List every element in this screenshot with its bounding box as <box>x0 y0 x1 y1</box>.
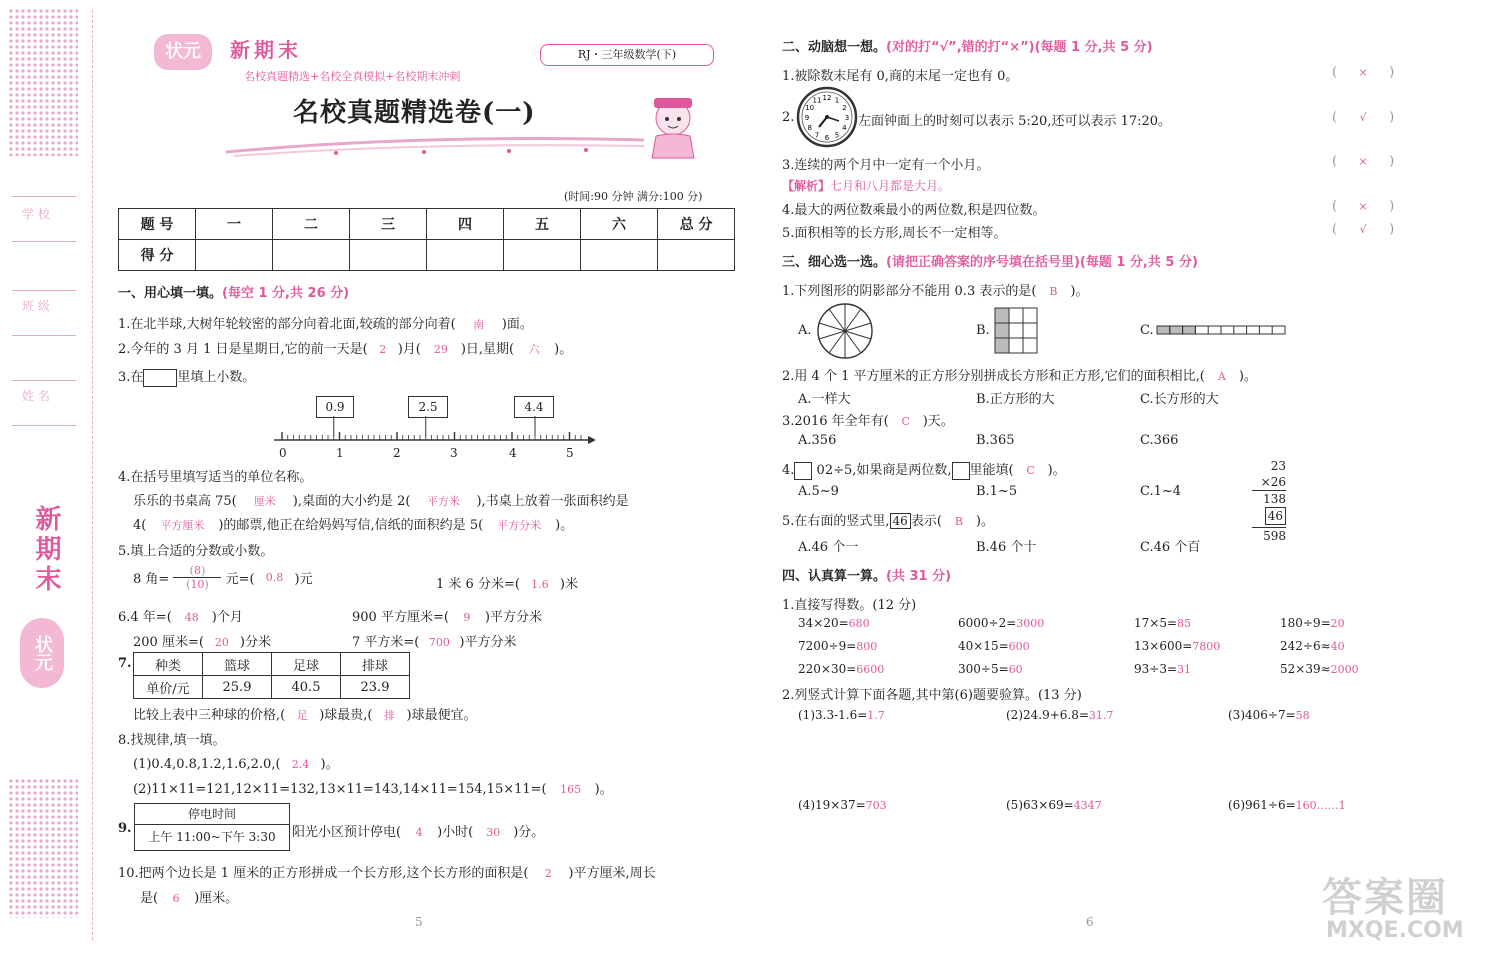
q2-answer-day[interactable]: 29 <box>433 343 448 356</box>
choice-3-answer[interactable]: C <box>901 415 910 428</box>
choice-3-option-b[interactable]: B.365 <box>976 433 1015 448</box>
q6-answer-3[interactable]: 20 <box>214 636 229 649</box>
score-table: 题 号 一 二 三 四 五 六 总 分 得 分 <box>118 208 735 271</box>
score-cell[interactable] <box>581 240 658 271</box>
score-cell[interactable] <box>350 240 427 271</box>
bar-shaded-part <box>1157 326 1170 334</box>
header-logo: 状元 <box>154 34 212 70</box>
clock-icon <box>796 86 858 148</box>
q8: 8.找规律,填一填。 <box>118 733 226 748</box>
q8-2: (2)11×11=121,12×11=132,13×11=143,14×11=154,15×11=( 165 )。 <box>133 782 613 797</box>
q5: 5.填上合适的分数或小数。 <box>118 544 274 559</box>
outage-box: 停电时间 上午 11:00~下午 3:30 <box>134 803 290 851</box>
q4-answer-2[interactable]: 平方米 <box>426 495 460 508</box>
q1-answer[interactable]: 南 <box>473 318 485 331</box>
numline-tick-1: 1 <box>336 446 344 460</box>
bar-shaded-part <box>1170 326 1183 334</box>
q4-answer-3[interactable]: 平方厘米 <box>160 519 205 532</box>
q6-answer-1[interactable]: 48 <box>184 611 199 624</box>
choice-3-option-a[interactable]: A.356 <box>798 433 837 448</box>
mascot-image <box>640 92 706 162</box>
direct-item: 40×15=600 <box>958 639 1030 653</box>
q6-answer-4[interactable]: 700 <box>428 636 450 649</box>
q5-denominator[interactable]: 10 <box>190 578 205 591</box>
sidebar-vertical-title: 新期末 <box>31 505 61 595</box>
clock-number: 1 <box>834 96 840 105</box>
q9-number: 9. <box>118 821 132 836</box>
q5-line: 8 角= $\frac{(8)}{(10)}$ 元=( 0.8 )元 <box>133 564 313 591</box>
q5-numerator[interactable]: 8 <box>193 564 201 577</box>
choice-5: 5.在右面的竖式里, 46 表示( B )。 <box>782 514 994 529</box>
score-cell[interactable] <box>504 240 581 271</box>
judge-3: 3.连续的两个月中一定有一个小月。 ( × ) <box>782 154 1395 173</box>
numline-tick-5: 5 <box>566 446 574 460</box>
digit-box-icon <box>952 462 970 480</box>
choice-5-option-a[interactable]: A.46 个一 <box>798 540 859 555</box>
judge-1: 1.被除数末尾有 0,商的末尾一定也有 0。 ( × ) <box>782 65 1395 84</box>
q2: 2.今年的 3 月 1 日是星期日,它的前一天是( 2 )月( 29 )日,星期( 六 )。 <box>118 342 573 357</box>
direct-item: 180÷9=20 <box>1280 616 1345 630</box>
direct-item: 220×30=6600 <box>798 662 885 676</box>
header-slogan: 名校真题精选+名校全真模拟+名校期末冲刺 <box>244 70 461 83</box>
calc-item: (4)19×37=703 <box>798 798 887 812</box>
clock-number: 9 <box>804 114 810 122</box>
clock-number: 11 <box>812 96 822 105</box>
numline-tick-0: 0 <box>279 446 287 460</box>
clock-number: 4 <box>842 124 847 132</box>
q2-answer-week[interactable]: 六 <box>528 343 540 356</box>
choice-3: 3.2016 年全年有( C )天。 <box>782 414 954 429</box>
dot-pattern-top <box>8 8 78 156</box>
choice-1: 1.下列图形的阴影部分不能用 0.3 表示的是( B )。 <box>782 284 1089 299</box>
choice-4: 4. 02÷5,如果商是两位数, 里能填( C )。 <box>782 463 1066 478</box>
choice-1-answer[interactable]: B <box>1049 285 1058 298</box>
number-line <box>270 416 600 446</box>
numline-tick-4: 4 <box>509 446 517 460</box>
circle-fraction-icon <box>816 302 874 360</box>
q7-question: 比较上表中三种球的价格,( 足 )球最贵,( 排 )球最便宜。 <box>133 708 477 723</box>
judge-5: 5.面积相等的长方形,周长不一定相等。 ( √ ) <box>782 222 1395 241</box>
section-1-heading: 一、用心填一填。(每空 1 分,共 26 分) <box>118 286 350 301</box>
judge-2-number: 2. <box>782 110 795 125</box>
section-3-heading: 三、细心选一选。(请把正确答案的序号填在括号里)(每题 1 分,共 5 分) <box>782 255 1198 270</box>
time-info: (时间:90 分钟 满分:100 分) <box>564 190 703 203</box>
q1: 1.在北半球,大树年轮较密的部分向着北面,较疏的部分向着( 南 )面。 <box>118 317 533 332</box>
vertical-multiplication: 23 ×26 138 46 598 <box>1252 458 1286 544</box>
direct-item: 13×600=7800 <box>1134 639 1221 653</box>
sidebar-logo: 状元 <box>20 618 64 688</box>
score-cell[interactable] <box>427 240 504 271</box>
judge-2: 左面钟面上的时刻可以表示 5:20,还可以表示 17:20。 ( √ ) <box>858 110 1395 129</box>
direct-item: 242÷6≈40 <box>1280 639 1345 653</box>
calc-item: (6)961÷6=160……1 <box>1228 798 1346 812</box>
section-2-heading: 二、动脑想一想。(对的打“√”,错的打“×”)(每题 1 分,共 5 分) <box>782 40 1153 55</box>
choice-5-option-c[interactable]: C.46 个百 <box>1140 540 1201 555</box>
q7-answer-1[interactable]: 足 <box>296 709 308 722</box>
numline-box-1[interactable]: 0.9 <box>316 396 354 418</box>
direct-item: 93÷3=31 <box>1134 662 1192 676</box>
direct-calc-heading: 1.直接写得数。(12 分) <box>782 598 917 613</box>
judge-1-answer[interactable]: × <box>1358 66 1368 79</box>
choice-2: 2.用 4 个 1 平方厘米的正方形分别拼成长方形和正方形,它们的面积相比,( A )。 <box>782 369 1257 384</box>
bar-fraction-icon <box>1156 324 1288 336</box>
clock-number: 12 <box>822 94 832 102</box>
choice-1-option-c[interactable]: C. <box>1140 323 1154 338</box>
q9-question: 阳光小区预计停电( 4 )小时( 30 )分。 <box>292 825 545 840</box>
class-field[interactable]: 班 级 <box>12 290 76 336</box>
q9-answer-hours[interactable]: 4 <box>415 826 423 839</box>
calc-item: (2)24.9+6.8=31.7 <box>1006 708 1114 722</box>
q10-line1: 10.把两个边长是 1 厘米的正方形拼成一个长方形,这个长方形的面积是( 2 )平方厘米,周长 <box>118 866 656 881</box>
q6-line2: 200 厘米=( 20 )分米 <box>133 635 271 650</box>
direct-item: 34×20=680 <box>798 616 870 630</box>
q10-line2: 是( 6 )厘米。 <box>140 891 239 906</box>
calc-item: (3)406÷7=58 <box>1228 708 1310 722</box>
grade-tag: RJ・三年级数学(下) <box>540 44 714 66</box>
clock-number: 8 <box>807 124 812 132</box>
direct-item: 52×39≈2000 <box>1280 662 1359 676</box>
choice-1-option-b[interactable]: B. <box>976 323 990 338</box>
clock-number: 7 <box>814 131 820 140</box>
calc-item: (1)3.3-1.6=1.7 <box>798 708 885 722</box>
q8-1: (1)0.4,0.8,1.2,1.6,2.0,( 2.4 )。 <box>133 757 339 772</box>
calc-item: (5)63×69=4347 <box>1006 798 1102 812</box>
choice-2-option-b[interactable]: B.正方形的大 <box>976 392 1055 407</box>
clock-number: 5 <box>834 131 840 140</box>
q4-answer-1[interactable]: 厘米 <box>253 495 276 508</box>
judge-4: 4.最大的两位数乘最小的两位数,积是四位数。 ( × ) <box>782 199 1395 218</box>
q2-answer-month[interactable]: 2 <box>379 343 387 356</box>
q5-line-b: 1 米 6 分米=( 1.6 )米 <box>436 577 578 592</box>
clock-number: 10 <box>805 104 815 112</box>
q4-line2: 4( 平方厘米 )的邮票,他正在给妈妈写信,信纸的面积约是 5( 平方分米 )。 <box>133 518 574 533</box>
q4: 4.在括号里填写适当的单位名称。 <box>118 470 313 485</box>
bar-shaded-part <box>1183 326 1196 334</box>
q6-line1: 6.4 年=( 48 )个月 <box>118 610 243 625</box>
q7-answer-2[interactable]: 排 <box>384 709 395 722</box>
q6-answer-2[interactable]: 9 <box>463 611 471 624</box>
numline-box-2[interactable]: 2.5 <box>408 396 448 418</box>
choice-5-option-b[interactable]: B.46 个十 <box>976 540 1037 555</box>
vertical-calc-heading: 2.列竖式计算下面各题,其中第(6)题要验算。(13 分) <box>782 688 1082 703</box>
score-cell[interactable] <box>273 240 350 271</box>
school-field[interactable]: 学 校 <box>12 196 76 242</box>
clock-number: 6 <box>824 134 830 142</box>
choice-4-option-a[interactable]: A.5~9 <box>798 484 839 499</box>
title-underline <box>224 130 654 160</box>
q4-line1: 乐乐的书桌高 75( 厘米 ),桌面的大小约是 2( 平方米 ),书桌上放着一张面积约是 <box>133 494 629 509</box>
dot-pattern-bottom <box>8 778 78 918</box>
choice-4-answer[interactable]: C <box>1026 464 1035 477</box>
digit-box-icon <box>794 462 812 480</box>
q7-number: 7. <box>118 656 132 671</box>
q8-answer-1[interactable]: 2.4 <box>291 758 310 771</box>
choice-2-option-a[interactable]: A.一样大 <box>798 392 851 407</box>
binding-line <box>92 10 93 940</box>
watermark-logo: 答案圈 <box>1322 875 1448 921</box>
q3: 3.在 里填上小数。 <box>118 370 256 385</box>
q10-answer-perimeter[interactable]: 6 <box>172 892 180 905</box>
score-cell[interactable] <box>658 240 735 271</box>
judge-4-answer[interactable]: × <box>1358 200 1368 213</box>
q5-answer-1[interactable]: 0.8 <box>265 571 284 584</box>
clock-number: 2 <box>842 104 847 112</box>
choice-2-answer[interactable]: A <box>1217 370 1226 383</box>
direct-item: 6000÷2=3000 <box>958 616 1045 630</box>
choice-1-option-a[interactable]: A. <box>798 323 812 338</box>
direct-item: 7200÷9=800 <box>798 639 878 653</box>
page-number-left: 5 <box>415 915 423 929</box>
choice-4-option-b[interactable]: B.1~5 <box>976 484 1018 499</box>
name-field[interactable]: 姓 名 <box>12 380 76 426</box>
clock-number: 3 <box>844 114 850 122</box>
judge-5-answer[interactable]: √ <box>1359 223 1367 236</box>
q6-line1b: 900 平方厘米=( 9 )平方分米 <box>352 610 542 625</box>
numline-box-3[interactable]: 4.4 <box>514 396 554 418</box>
q9-answer-minutes[interactable]: 30 <box>486 826 501 839</box>
page-number-right: 6 <box>1086 915 1094 929</box>
q10-answer-area[interactable]: 2 <box>544 867 552 880</box>
q5-answer-2[interactable]: 1.6 <box>531 578 549 591</box>
choice-5-answer[interactable]: B <box>954 515 963 528</box>
q6-line2b: 7 平方米=( 700 )平方分米 <box>352 635 517 650</box>
choice-4-option-c[interactable]: C.1~4 <box>1140 484 1182 499</box>
judge-3-answer[interactable]: × <box>1358 155 1368 168</box>
score-cell[interactable] <box>196 240 273 271</box>
judge-2-answer[interactable]: √ <box>1359 111 1367 124</box>
section-4-heading: 四、认真算一算。(共 31 分) <box>782 569 952 584</box>
watermark-url: MXQE.COM <box>1326 918 1464 943</box>
grid-fraction-icon <box>994 307 1038 355</box>
numline-tick-2: 2 <box>393 446 401 460</box>
choice-2-option-c[interactable]: C.长方形的大 <box>1140 392 1219 407</box>
price-table: 种类 篮球 足球 排球 单价/元 25.9 40.5 23.9 <box>133 652 410 699</box>
choice-3-option-c[interactable]: C.366 <box>1140 433 1179 448</box>
analysis: 【解析】七月和八月都是大月。 <box>782 179 951 193</box>
q8-answer-2[interactable]: 165 <box>560 783 582 796</box>
q4-answer-4[interactable]: 平方分米 <box>497 519 542 532</box>
page-title: 名校真题精选卷(一) <box>293 98 536 128</box>
header-brand: 新期末 <box>230 38 302 62</box>
numline-tick-3: 3 <box>450 446 458 460</box>
direct-item: 300÷5=60 <box>958 662 1023 676</box>
direct-item: 17×5=85 <box>1134 616 1192 630</box>
number-line-arrow <box>588 436 596 444</box>
answer-box-icon <box>143 369 177 387</box>
